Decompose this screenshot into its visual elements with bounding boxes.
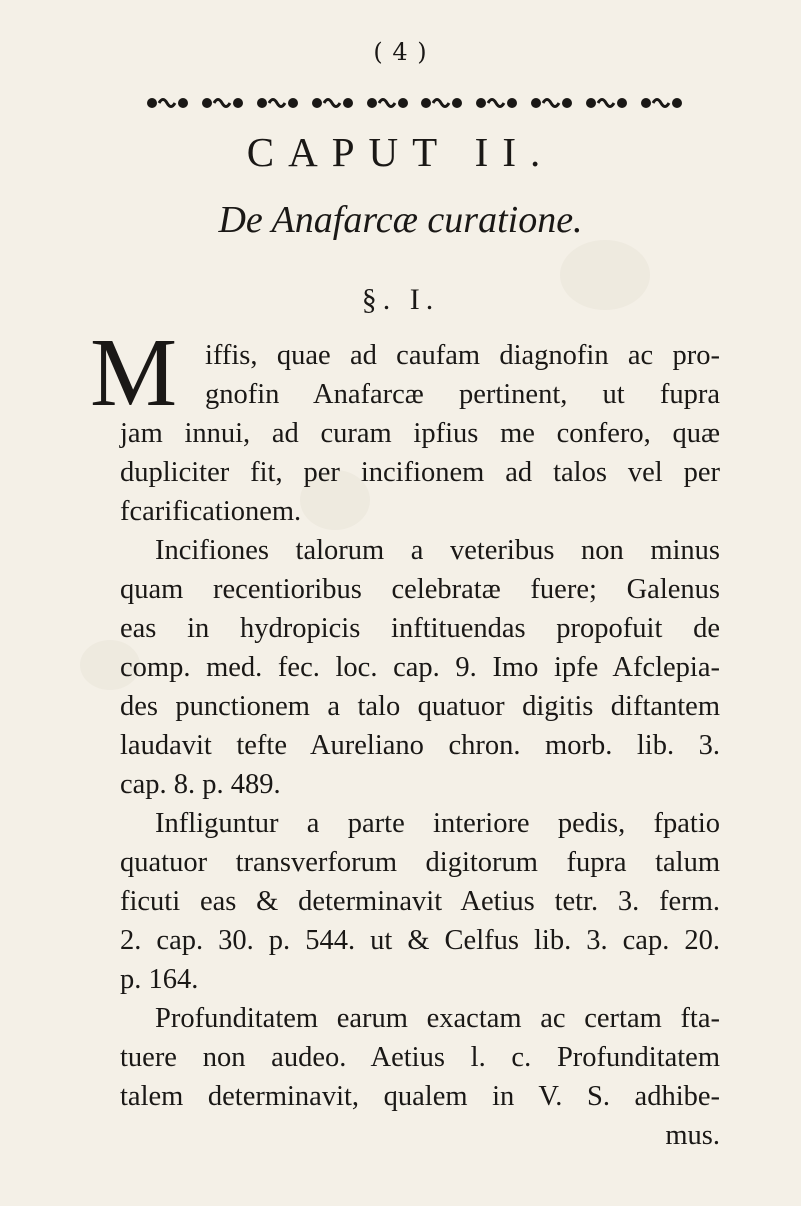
chapter-heading: CAPUT II. [246, 129, 555, 175]
ornament-icon [200, 94, 246, 112]
text-line: comp. med. fec. loc. cap. 9. Imo ipfe Afclepia- [120, 652, 720, 683]
ornamental-border [145, 90, 685, 116]
page-number: ( 4 ) [373, 38, 428, 66]
text-line: Profunditatem earum exactam ac certam fta- [155, 1003, 720, 1034]
text-line: talem determinavit, qualem in V. S. adhibe- [120, 1081, 720, 1112]
text-line: fcarificationem. [120, 496, 302, 527]
text-line: gnofin Anafarcæ pertinent, ut fupra [205, 379, 720, 410]
ornament-icon [310, 94, 356, 112]
ornament-icon [639, 94, 685, 112]
ornament-icon [419, 94, 465, 112]
text-line: 2. cap. 30. p. 544. ut & Celfus lib. 3. cap. 20. [120, 925, 720, 956]
ornament-icon [255, 94, 301, 112]
ornament-icon [584, 94, 630, 112]
text-line: quatuor transverforum digitorum fupra talum [120, 847, 720, 878]
ornament-icon [529, 94, 575, 112]
text-line: p. 164. [120, 964, 199, 995]
ornament-icon [474, 94, 520, 112]
ornament-icon [365, 94, 411, 112]
drop-capital: M [90, 319, 178, 427]
text-line: eas in hydropicis inftituendas propofuit de [120, 613, 720, 644]
text-line: laudavit tefte Aureliano chron. morb. lib. 3. [120, 730, 720, 761]
text-line: Incifiones talorum a veteribus non minus [155, 535, 720, 566]
text-line: jam innui, ad curam ipfius me confero, quæ [120, 418, 720, 449]
ornament-icon [145, 94, 191, 112]
text-line: mus. [665, 1120, 720, 1151]
text-line: cap. 8. p. 489. [120, 769, 281, 800]
text-line: dupliciter fit, per incifionem ad talos vel per [120, 457, 720, 488]
text-line: des punctionem a talo quatuor digitis diftantem [120, 691, 720, 722]
chapter-subtitle: De Anafarcæ curatione. [218, 199, 583, 241]
text-line: quam recentioribus celebratæ fuere; Galenus [120, 574, 720, 605]
text-line: Infliguntur a parte interiore pedis, fpatio [155, 808, 720, 839]
text-line: iffis, quae ad caufam diagnofin ac pro- [205, 340, 720, 371]
text-line: ficuti eas & determinavit Aetius tetr. 3. ferm. [120, 886, 720, 917]
text-line: tuere non audeo. Aetius l. c. Profunditatem [120, 1042, 720, 1073]
section-mark: §. I. [361, 283, 440, 316]
